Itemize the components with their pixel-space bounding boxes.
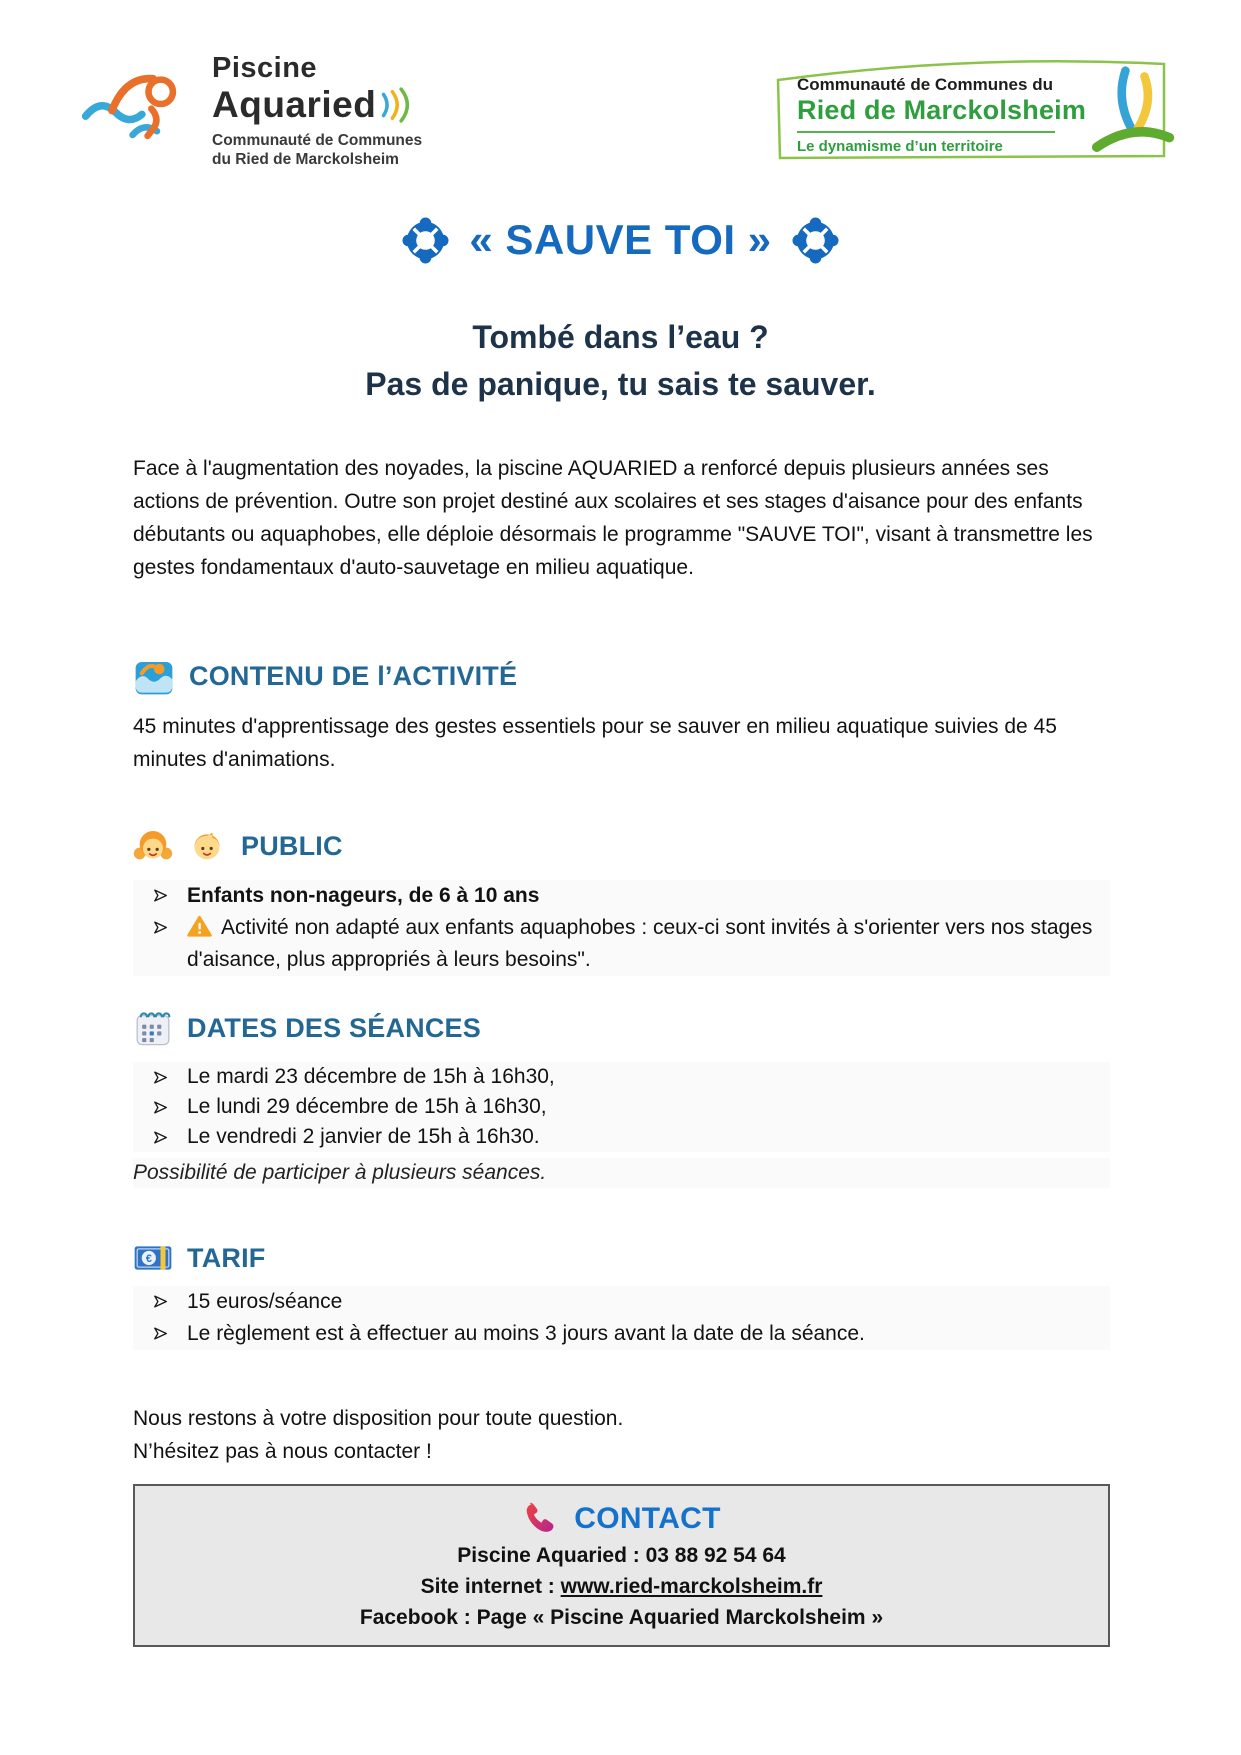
intro-paragraph: Face à l'augmentation des noyades, la piscine AQUARIED a renforcé depuis plusieurs années ses actions de prévention. Outre son projet destiné aux scolaires et ses stages d'aisance pour des enfants débutants ou aquaphobes, elle déploie désormais le programme "SAUVE TOI", visant à transmettre les gestes fondamentaux d'auto-sauvetage en milieu aquatique. bbox=[133, 457, 1093, 579]
contact-phone-line: Piscine Aquaried : 03 88 92 54 64 bbox=[457, 1544, 786, 1567]
section-contenu bbox=[133, 654, 1110, 776]
date-item-1 bbox=[133, 1062, 1110, 1092]
logo-left-word-aquaried: Aquaried bbox=[212, 84, 377, 125]
warning-icon bbox=[187, 915, 212, 938]
public-heading: PUBLIC bbox=[241, 830, 343, 861]
life-buoy-icon bbox=[402, 217, 449, 264]
date-item-3-text: Le vendredi 2 janvier de 15h à 16h30. bbox=[187, 1125, 540, 1148]
subtitle-line-2: Pas de panique, tu sais te sauver. bbox=[365, 366, 876, 402]
logo-right-line1: Communauté de Communes du bbox=[797, 75, 1053, 94]
tarif-item-1 bbox=[133, 1286, 1110, 1318]
logo-left-subtext-1: Communauté de Communes bbox=[212, 132, 423, 149]
logo-left-subtext-2: du Ried de Marckolsheim bbox=[212, 151, 399, 169]
contact-facebook-line: Facebook : Page « Piscine Aquaried Marckolsheim » bbox=[359, 1606, 884, 1629]
contact-site-label: Site internet : bbox=[420, 1575, 561, 1598]
svg-text:€: € bbox=[145, 1253, 152, 1266]
bullet-arrow-icon bbox=[153, 1318, 187, 1341]
section-public bbox=[133, 824, 1110, 976]
contact-box bbox=[133, 1484, 1110, 1647]
outro-paragraph bbox=[133, 1402, 1110, 1468]
contenu-body: 45 minutes d'apprentissage des gestes essentiels pour se sauver en milieu aquatique suivies de 45 minutes d'animations. bbox=[133, 715, 1057, 771]
leaf-flame-icon bbox=[1091, 54, 1177, 162]
logo-right-divider bbox=[797, 131, 1055, 133]
public-bullet-2 bbox=[133, 912, 1110, 976]
piscine-aquaried-logo bbox=[80, 52, 422, 170]
date-item-3 bbox=[133, 1122, 1110, 1152]
life-buoy-icon bbox=[792, 217, 839, 264]
communaute-communes-logo bbox=[771, 52, 1171, 164]
girl-face-icon bbox=[133, 826, 173, 866]
public-bullet-2-text: Activité non adapté aux enfants aquaphobes : ceux-ci sont invités à s'orienter vers nos stages d'aisance, plus appropriés à leurs besoins". bbox=[187, 916, 1093, 971]
subtitle bbox=[0, 314, 1241, 408]
bullet-arrow-icon bbox=[153, 1286, 187, 1309]
tarif-item-2 bbox=[133, 1318, 1110, 1350]
boy-face-icon bbox=[187, 826, 227, 866]
title-row bbox=[0, 216, 1241, 264]
tarif-item-1-text: 15 euros/séance bbox=[187, 1290, 343, 1313]
public-bullet-1-text: Enfants non-nageurs, de 6 à 10 ans bbox=[187, 884, 540, 907]
contact-site-line bbox=[155, 1571, 1088, 1602]
tarif-item-2-text: Le règlement est à effectuer au moins 3 jours avant la date de la séance. bbox=[187, 1322, 865, 1345]
contenu-heading: CONTENU DE l’ACTIVITÉ bbox=[189, 660, 518, 691]
logo-right-line2: Ried de Marckolsheim bbox=[797, 95, 1087, 125]
page-title: « SAUVE TOI » bbox=[469, 216, 772, 263]
outro-line-2: N’hésitez pas à nous contacter ! bbox=[133, 1440, 432, 1463]
bullet-arrow-icon bbox=[153, 1122, 187, 1145]
logo-right-tagline: Le dynamisme d’un territoire bbox=[797, 138, 1003, 155]
tarif-heading: TARIF bbox=[187, 1242, 266, 1273]
date-item-2 bbox=[133, 1092, 1110, 1122]
contact-site-url[interactable]: www.ried-marckolsheim.fr bbox=[560, 1575, 823, 1598]
bullet-arrow-icon bbox=[153, 1062, 187, 1085]
phone-icon bbox=[522, 1501, 558, 1537]
bullet-arrow-icon bbox=[153, 1092, 187, 1115]
section-dates bbox=[133, 1006, 1110, 1188]
public-bullet-1 bbox=[133, 880, 1110, 912]
bullet-arrow-icon bbox=[153, 880, 187, 903]
date-item-1-text: Le mardi 23 décembre de 15h à 16h30, bbox=[187, 1065, 555, 1088]
euro-banknote-icon bbox=[133, 1241, 173, 1275]
swimmer-waves-icon bbox=[80, 52, 202, 156]
calendar-icon bbox=[133, 1008, 173, 1048]
dates-heading: DATES DES SÉANCES bbox=[187, 1012, 481, 1043]
section-tarif bbox=[133, 1236, 1110, 1350]
date-item-2-text: Le lundi 29 décembre de 15h à 16h30, bbox=[187, 1095, 547, 1118]
dates-note: Possibilité de participer à plusieurs séances. bbox=[133, 1158, 1110, 1188]
subtitle-line-1: Tombé dans l’eau ? bbox=[472, 319, 769, 355]
logo-left-word-piscine: Piscine bbox=[212, 52, 318, 84]
sound-arcs-icon bbox=[380, 87, 410, 123]
header-logos bbox=[0, 0, 1241, 170]
contact-heading: CONTACT bbox=[574, 1502, 721, 1535]
swimmer-wave-icon bbox=[133, 655, 175, 697]
bullet-arrow-icon bbox=[153, 912, 187, 935]
outro-line-1: Nous restons à votre disposition pour toute question. bbox=[133, 1407, 624, 1430]
